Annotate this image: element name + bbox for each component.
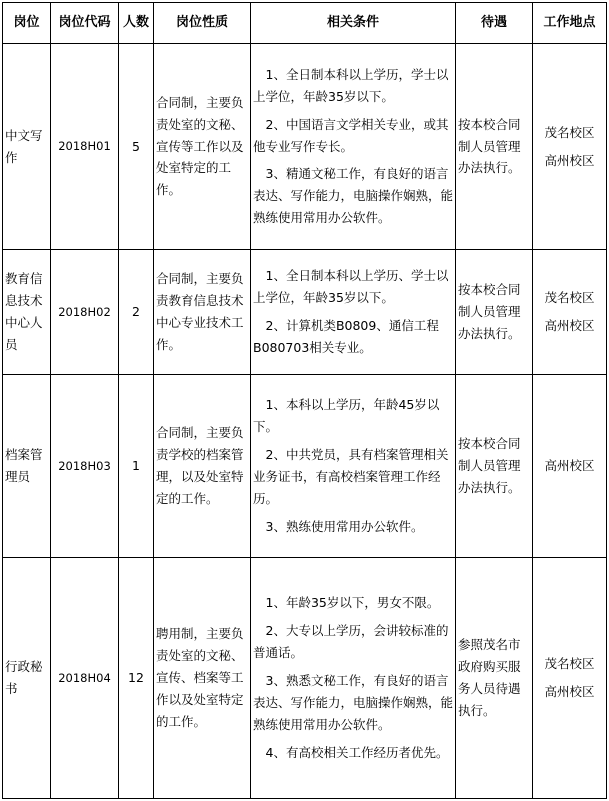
treatment-cell: 按本校合同制人员管理办法执行。 bbox=[456, 44, 533, 250]
condition-item: 1、本科以上学历，年龄45岁以下。 bbox=[253, 397, 440, 435]
condition-item: 2、大专以上学历，会讲较标准的普通话。 bbox=[253, 623, 449, 661]
position-cell: 行政秘书 bbox=[3, 558, 51, 799]
treatment-cell: 按本校合同制人员管理办法执行。 bbox=[456, 375, 533, 558]
conditions-cell bbox=[251, 44, 456, 250]
table-row bbox=[3, 250, 607, 375]
code-cell: 2018H02 bbox=[51, 250, 119, 375]
conditions-cell bbox=[251, 250, 456, 375]
nature-cell: 合同制，主要负责处室的文秘、宣传等工作以及处室特定的工作。 bbox=[154, 44, 251, 250]
conditions-cell bbox=[251, 558, 456, 799]
condition-item: 1、全日制本科以上学历、学士以上学位，年龄35岁以下。 bbox=[253, 268, 449, 306]
header-nature: 岗位性质 bbox=[154, 3, 251, 44]
condition-item: 3、精通文秘工作，有良好的语言表达、写作能力，电脑操作娴熟，能熟练使用常用办公软件。 bbox=[253, 166, 454, 226]
recruitment-table bbox=[2, 2, 607, 799]
table-row bbox=[3, 558, 607, 799]
code-cell: 2018H03 bbox=[51, 375, 119, 558]
position-cell: 档案管理员 bbox=[3, 375, 51, 558]
condition-item: 2、中国语言文学相关专业，或其他专业写作专长。 bbox=[253, 116, 449, 154]
count-cell: 12 bbox=[119, 558, 154, 799]
condition-item: 2、计算机类B0809、通信工程B080703相关专业。 bbox=[253, 318, 439, 355]
header-conditions: 相关条件 bbox=[251, 3, 456, 44]
header-count: 人数 bbox=[119, 3, 154, 44]
table-row bbox=[3, 375, 607, 558]
treatment-cell: 参照茂名市政府购买服务人员待遇执行。 bbox=[456, 558, 533, 799]
location-item: 茂名校区 bbox=[544, 290, 595, 306]
count-cell: 2 bbox=[119, 250, 154, 375]
nature-cell: 合同制，主要负责教育信息技术中心专业技术工作。 bbox=[154, 250, 251, 375]
count-cell: 1 bbox=[119, 375, 154, 558]
header-treatment: 待遇 bbox=[456, 3, 533, 44]
location-item: 高州校区 bbox=[544, 318, 595, 333]
location-item: 茂名校区 bbox=[544, 656, 595, 672]
header-position: 岗位 bbox=[3, 3, 51, 44]
condition-item: 1、年龄35岁以下，男女不限。 bbox=[265, 595, 440, 611]
condition-item: 3、熟练使用常用办公软件。 bbox=[265, 518, 424, 534]
condition-item: 4、有高校相关工作经历者优先。 bbox=[265, 744, 449, 760]
condition-item: 2、中共党员，具有档案管理相关业务证书，有高校档案管理工作经历。 bbox=[253, 447, 449, 506]
position-cell: 中文写作 bbox=[3, 44, 51, 250]
code-cell: 2018H04 bbox=[51, 558, 119, 799]
location-cell bbox=[533, 250, 607, 375]
table-row bbox=[3, 44, 607, 250]
header-code: 岗位代码 bbox=[51, 3, 119, 44]
condition-item: 3、熟悉文秘工作，有良好的语言表达、写作能力，电脑操作娴熟，能熟练使用常用办公软件。 bbox=[253, 673, 454, 732]
header-row bbox=[3, 3, 607, 44]
location-cell bbox=[533, 375, 607, 558]
nature-cell: 聘用制，主要负责处室的文秘、宣传、档案等工作以及处室特定的工作。 bbox=[154, 558, 251, 799]
treatment-cell: 按本校合同制人员管理办法执行。 bbox=[456, 250, 533, 375]
location-cell bbox=[533, 44, 607, 250]
header-location: 工作地点 bbox=[533, 3, 607, 44]
location-cell bbox=[533, 558, 607, 799]
nature-cell: 合同制，主要负责学校的档案管理，以及处室特定的工作。 bbox=[154, 375, 251, 558]
location-item: 高州校区 bbox=[544, 152, 595, 168]
location-item: 茂名校区 bbox=[544, 124, 595, 140]
position-cell: 教育信息技术中心人员 bbox=[3, 250, 51, 375]
count-cell: 5 bbox=[119, 44, 154, 250]
location-item: 高州校区 bbox=[544, 684, 595, 699]
location-item: 高州校区 bbox=[544, 458, 595, 474]
condition-item: 1、全日制本科以上学历，学士以上学位，年龄35岁以下。 bbox=[253, 66, 449, 104]
code-cell: 2018H01 bbox=[51, 44, 119, 250]
conditions-cell bbox=[251, 375, 456, 558]
